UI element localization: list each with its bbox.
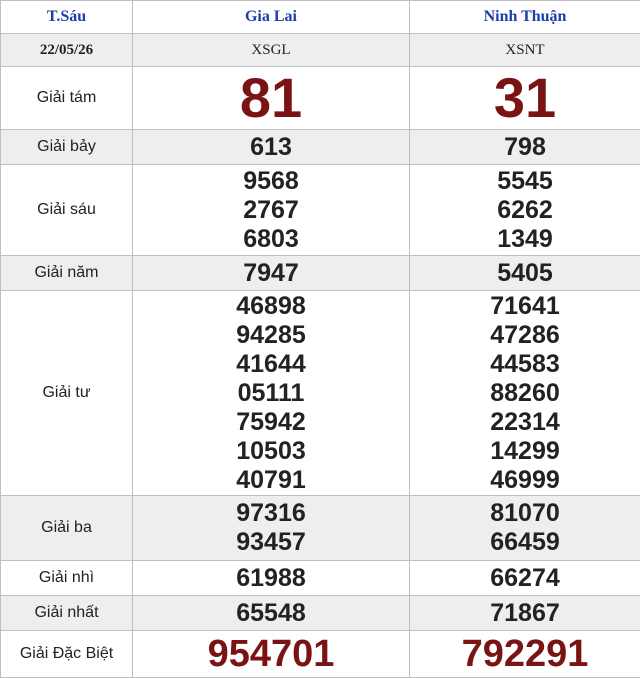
prize-number: 97316 (133, 499, 409, 528)
province-2-code: XSNT (410, 34, 640, 67)
province-2-numbers (410, 130, 640, 165)
prize-row-2 (1, 561, 640, 596)
prize-row-4 (1, 291, 640, 496)
prize-label: Giải Đặc Biệt (1, 631, 133, 678)
prize-row-3 (1, 496, 640, 561)
prize-row-7 (1, 130, 640, 165)
prize-number: 93457 (133, 528, 409, 557)
province-2-numbers (410, 496, 640, 561)
prize-number: 10503 (133, 437, 409, 466)
prize-number: 71641 (410, 292, 640, 321)
prize-number: 6803 (133, 225, 409, 254)
prize-number: 22314 (410, 408, 640, 437)
province-1-numbers (133, 596, 410, 631)
prize-label: Giải ba (1, 496, 133, 561)
prize-label: Giải nhì (1, 561, 133, 596)
prize-number: 81070 (410, 499, 640, 528)
prize-number: 2767 (133, 196, 409, 225)
subheader-row (1, 34, 640, 67)
prize-number: 798 (410, 133, 640, 162)
prize-label: Giải năm (1, 256, 133, 291)
prize-label: Giải tám (1, 67, 133, 130)
province-1-numbers (133, 561, 410, 596)
prize-row-6 (1, 165, 640, 256)
day-label: T.Sáu (1, 1, 133, 34)
province-2-numbers (410, 631, 640, 678)
prize-number: 65548 (133, 599, 409, 628)
prize-row-5 (1, 256, 640, 291)
prize-number: 75942 (133, 408, 409, 437)
province-1-numbers (133, 130, 410, 165)
header-row (1, 1, 640, 34)
prize-number: 7947 (133, 259, 409, 288)
prize-label: Giải tư (1, 291, 133, 496)
prize-number: 31 (410, 68, 640, 128)
province-2-link[interactable]: Ninh Thuận (410, 1, 640, 34)
draw-date: 22/05/26 (1, 34, 133, 67)
prize-number: 46898 (133, 292, 409, 321)
prize-number: 5545 (410, 167, 640, 196)
prize-number: 71867 (410, 599, 640, 628)
prize-number: 954701 (133, 632, 409, 676)
prize-number: 9568 (133, 167, 409, 196)
province-1-numbers (133, 496, 410, 561)
province-1-numbers (133, 291, 410, 496)
province-2-numbers (410, 596, 640, 631)
prize-number: 61988 (133, 564, 409, 593)
prize-number: 46999 (410, 466, 640, 495)
prize-row-1 (1, 596, 640, 631)
province-1-numbers (133, 256, 410, 291)
province-2-numbers (410, 291, 640, 496)
province-2-numbers (410, 165, 640, 256)
prize-number: 47286 (410, 321, 640, 350)
prize-label: Giải sáu (1, 165, 133, 256)
prize-label: Giải bảy (1, 130, 133, 165)
province-2-numbers (410, 256, 640, 291)
prize-number: 66274 (410, 564, 640, 593)
prize-row-special (1, 631, 640, 678)
prize-number: 6262 (410, 196, 640, 225)
province-1-numbers (133, 165, 410, 256)
prize-number: 94285 (133, 321, 409, 350)
prize-number: 40791 (133, 466, 409, 495)
province-1-code: XSGL (133, 34, 410, 67)
prize-number: 613 (133, 133, 409, 162)
province-1-numbers (133, 67, 410, 130)
prize-number: 5405 (410, 259, 640, 288)
prize-number: 792291 (410, 632, 640, 676)
province-1-link[interactable]: Gia Lai (133, 1, 410, 34)
prize-number: 81 (133, 68, 409, 128)
prize-row-8 (1, 67, 640, 130)
province-1-numbers (133, 631, 410, 678)
province-2-numbers (410, 561, 640, 596)
prize-number: 1349 (410, 225, 640, 254)
prize-label: Giải nhất (1, 596, 133, 631)
prize-number: 88260 (410, 379, 640, 408)
prize-number: 44583 (410, 350, 640, 379)
prize-number: 05111 (133, 379, 409, 408)
prize-number: 66459 (410, 528, 640, 557)
province-2-numbers (410, 67, 640, 130)
prize-number: 14299 (410, 437, 640, 466)
prize-number: 41644 (133, 350, 409, 379)
